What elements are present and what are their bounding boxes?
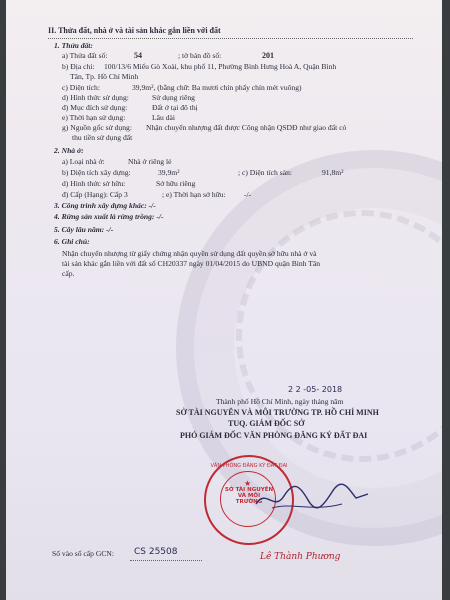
land-heading: 1. Thửa đất: <box>54 41 93 50</box>
notes-line3: cấp. <box>62 269 75 278</box>
house-term-label: ; e) Thời hạn sở hữu: <box>162 190 226 199</box>
handwritten-date: 2 2 -05- 2018 <box>288 385 343 394</box>
house-floor-area-value: 91,8m² <box>322 168 344 177</box>
land-area-value: 39,9m², (bằng chữ: Ba mươi chín phẩy chín mét vuông) <box>132 83 302 92</box>
land-origin-line2: thu tiền sử dụng đất <box>72 133 133 142</box>
land-term-label: e) Thời hạn sử dụng: <box>62 113 126 122</box>
notes-line2: tài sản khác gắn liền với đất số CH20337 ngày 01/04/2015 do UBND quận Bình Tân <box>62 259 321 268</box>
signature-scribble <box>252 478 372 518</box>
house-type-label: a) Loại nhà ở: <box>62 157 105 166</box>
house-ownership-value: Sở hữu riêng <box>156 179 196 188</box>
house-floor-area-label: ; c) Diện tích sàn: <box>238 168 292 177</box>
land-usage-form-label: d) Hình thức sử dụng: <box>62 93 129 102</box>
deputy-title: PHÓ GIÁM ĐỐC VĂN PHÒNG ĐĂNG KÝ ĐẤT ĐAI <box>180 431 368 440</box>
registry-number-underline <box>130 560 202 561</box>
land-usage-form-value: Sử dụng riêng <box>152 93 195 102</box>
land-parcel-number: 54 <box>134 51 142 60</box>
notes-heading: 6. Ghi chú: <box>54 237 90 246</box>
signer-name: Lê Thành Phương <box>260 552 341 562</box>
other-construction: 3. Công trình xây dựng khác: -/- <box>54 201 156 210</box>
registry-number-value: CS 25508 <box>134 547 178 557</box>
house-heading: 2. Nhà ở: <box>54 146 84 155</box>
land-address-label: b) Địa chỉ: <box>62 62 95 71</box>
house-ownership-label: d) Hình thức sở hữu: <box>62 179 126 188</box>
land-term-value: Lâu dài <box>152 113 175 122</box>
land-origin-label: g) Nguồn gốc sử dụng: <box>62 123 132 132</box>
issuing-org: SỞ TÀI NGUYÊN VÀ MÔI TRƯỜNG TP. HỒ CHÍ MINH <box>176 408 379 417</box>
certificate-page <box>6 0 442 600</box>
house-term-value: -/- <box>244 190 252 199</box>
stamp-ring-text: VĂN PHÒNG ĐĂNG KÝ ĐẤT ĐAI <box>210 463 288 469</box>
land-parcel-label: a) Thửa đất số: <box>62 51 108 60</box>
house-built-area-label: b) Diện tích xây dựng: <box>62 168 131 177</box>
perennial-trees: 5. Cây lâu năm: -/- <box>54 225 114 234</box>
place-date: Thành phố Hồ Chí Minh, ngày tháng năm <box>216 397 344 406</box>
notes-line1: Nhận chuyển nhượng từ giấy chứng nhận quyền sử dụng đất quyền sở hữu nhà ở và <box>62 249 317 258</box>
land-address-line2: Tân, Tp. Hồ Chí Minh <box>70 72 139 81</box>
house-built-area-value: 39,9m² <box>158 168 180 177</box>
registry-number-label: Số vào sổ cấp GCN: <box>52 549 115 558</box>
house-grade-label: đ) Cấp (Hạng): Cấp 3 <box>62 190 128 199</box>
land-origin-line1: Nhận chuyển nhượng đất được Công nhận QSDĐ như giao đất có <box>146 123 347 132</box>
section-title: II. Thửa đất, nhà ở và tài sản khác gắn liền với đất <box>48 26 221 35</box>
production-forest: 4. Rừng sản xuất là rừng trồng: -/- <box>54 212 164 221</box>
land-purpose-value: Đất ở tại đô thị <box>152 103 198 112</box>
tuq-title: TUQ. GIÁM ĐỐC SỞ <box>228 419 305 428</box>
divider <box>48 38 413 39</box>
land-area-label: c) Diện tích: <box>62 83 100 92</box>
land-map-label: ; tờ bản đồ số: <box>178 51 222 60</box>
star-icon: ★ <box>244 479 252 488</box>
land-purpose-label: đ) Mục đích sử dụng: <box>62 103 128 112</box>
house-type-value: Nhà ở riêng lẻ <box>128 157 172 166</box>
stamp-center-text: SỞ TÀI NGUYÊN VÀ MÔI TRƯỜNG <box>224 487 274 505</box>
land-address-line1: 100/13/6 Miếu Gò Xoài, khu phố 11, Phường Bình Hưng Hoà A, Quận Bình <box>104 62 337 71</box>
land-map-number: 201 <box>262 51 274 60</box>
